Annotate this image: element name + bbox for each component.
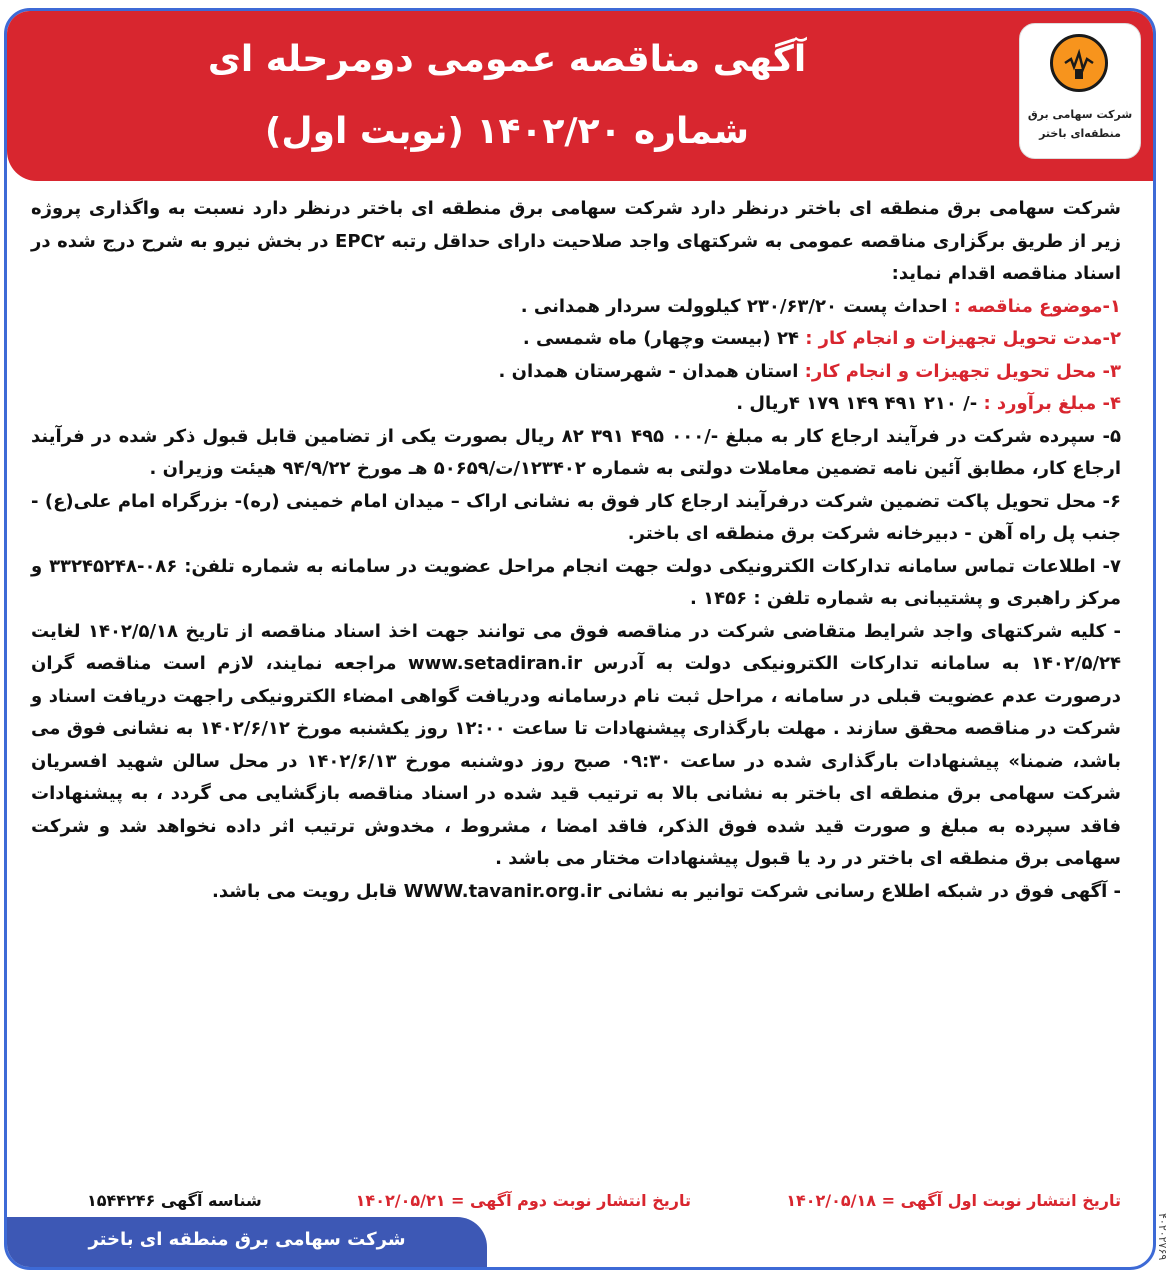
company-footer-name: شرکت سهامی برق منطقه ای باختر [88,1229,406,1250]
company-logo [1019,23,1141,159]
footer-row [27,1191,1121,1217]
company-footer-bar [7,1217,487,1267]
item-subject-text: احداث پست ۲۳۰/۶۳/۲۰ کیلوولت سردار همدانی . [520,295,954,317]
item-duration-label: ۲-مدت تحویل تجهیزات و انجام کار : [805,328,1121,349]
intro-bold: شرکت سهامی برق منطقه ای باختر درنظر دارد [690,198,1121,219]
ad-id: شناسه آگهی ۱۵۴۴۲۴۶ [87,1191,262,1210]
side-code: ۴۰۲۰۲۷۶۹ [1156,1212,1169,1260]
publish-date-first: تاریخ انتشار نوبت اول آگهی = ۱۴۰۲/۰۵/۱۸ [786,1191,1121,1210]
logo-text-line1: شرکت سهامی برق [1027,108,1133,121]
intro-text: شرکت سهامی برق منطقه ای باختر درنظر دارد نسبت به واگذاری پروژه زیر از طریق برگزاری مناقصه عمومی به شرکتهای واجد صلاحیت دارای حداقل رتبه EPC۲ در بخش نیرو به شرح درج شده در اسناد مناقصه اقدام نماید: [31,198,1122,284]
item-subject-label: ۱-موضوع مناقصه : [953,295,1121,317]
ad-number: شماره ۱۴۰۲/۲۰ (نوبت اول) [264,111,750,152]
intro-paragraph [31,193,1121,291]
item-location-label: ۳- محل تحویل تجهیزات و انجام کار: [804,360,1121,382]
item-location [31,356,1121,389]
item-duration-text: ۲۴ (بیست وچهار) ماه شمسی . [522,328,806,349]
item-contact: ۷- اطلاعات تماس سامانه تدارکات الکترونیکی دولت جهت انجام مراحل عضویت در سامانه به شماره تلفن: ۰۸۶-۳۳۲۴۵۲۴۸ و مرکز راهبری و پشتیبانی به شماره تلفن : ۱۴۵۶ . [31,555,1121,609]
item-subject [31,291,1121,324]
ad-title: آگهی مناقصه عمومی دومرحله ای [207,39,807,80]
power-company-logo-icon [1050,34,1108,92]
advertisement-frame [4,8,1156,1270]
item-location-text: استان همدان - شهرستان همدان . [498,360,805,382]
publish-date-second: تاریخ انتشار نوبت دوم آگهی = ۱۴۰۲/۰۵/۲۱ [355,1191,691,1210]
item-estimate [31,388,1121,421]
ad-body [31,193,1121,908]
item-delivery-address: ۶- محل تحویل پاکت تضمین شرکت درفرآیند ارجاع کار فوق به نشانی اراک – میدان امام خمینی (ره)- بزرگراه امام علی(ع) - جنب پل راه آهن - دبیرخانه شرکت برق منطقه ای باختر. [31,490,1121,544]
item-estimate-label: ۴- مبلغ برآورد : [983,393,1121,414]
logo-text-line2: منطقه‌ای باختر [1039,127,1121,140]
paragraph-website: - آگهی فوق در شبکه اطلاع رسانی شرکت توانیر به نشانی WWW.tavanir.org.ir قابل رویت می باشد. [212,880,1121,902]
item-deposit: ۵- سپرده شرکت در فرآیند ارجاع کار به مبلغ -/۰۰۰ ۴۹۵ ۳۹۱ ۸۲ ریال بصورت یکی از تضامین قابل قبول ذکر شده در فرآیند ارجاع کار، مطابق آئین نامه تضمین معاملات دولتی به شماره ۱۲۳۴۰۲/ت/۵۰۶۵۹ هـ مورخ ۹۴/۹/۲۲ هیئت وزیران . [31,425,1121,479]
item-duration [31,323,1121,356]
header-banner [7,11,1153,181]
paragraph-conditions: - کلیه شرکتهای واجد شرایط متقاضی شرکت در مناقصه فوق می توانند جهت اخذ اسناد مناقصه از تاریخ ۱۴۰۲/۵/۱۸ لغایت ۱۴۰۲/۵/۲۴ به سامانه تدارکات الکترونیکی دولت به آدرس www.setadiran.ir مراجعه نمایند، لازم است مناقصه گران درصورت عدم عضویت قبلی در سامانه ، مراحل ثبت نام درسامانه ودریافت گواهی امضاء الکترونیکی راجهت دریافت اسناد و شرکت در مناقصه محقق سازند . مهلت بارگذاری پیشنهادات تا ساعت ۱۲:۰۰ روز یکشنبه مورخ ۱۴۰۲/۶/۱۲ به نشانی فوق می باشد، ضمنا» پیشنهادات بارگذاری شده در ساعت ۰۹:۳۰ صبح روز دوشنبه مورخ ۱۴۰۲/۶/۱۳ در محل سالن شهید افسریان شرکت سهامی برق منطقه ای باختر به نشانی بالا به ترتیب قید شده در اسناد مناقصه بازگشایی می گردد ، به پیشنهادات فاقد سپرده به مبلغ و صورت قید شده فوق الذکر، فاقد امضا ، مشروط ، مخدوش ترتیب اثر داده نخواهد شد و شرکت سهامی برق منطقه ای باختر در رد یا قبول پیشنهادات مختار می باشد . [31,620,1121,869]
item-estimate-text: -/ ۲۱۰ ۴۹۱ ۱۴۹ ۱۷۹ ۴ریال . [736,393,984,414]
